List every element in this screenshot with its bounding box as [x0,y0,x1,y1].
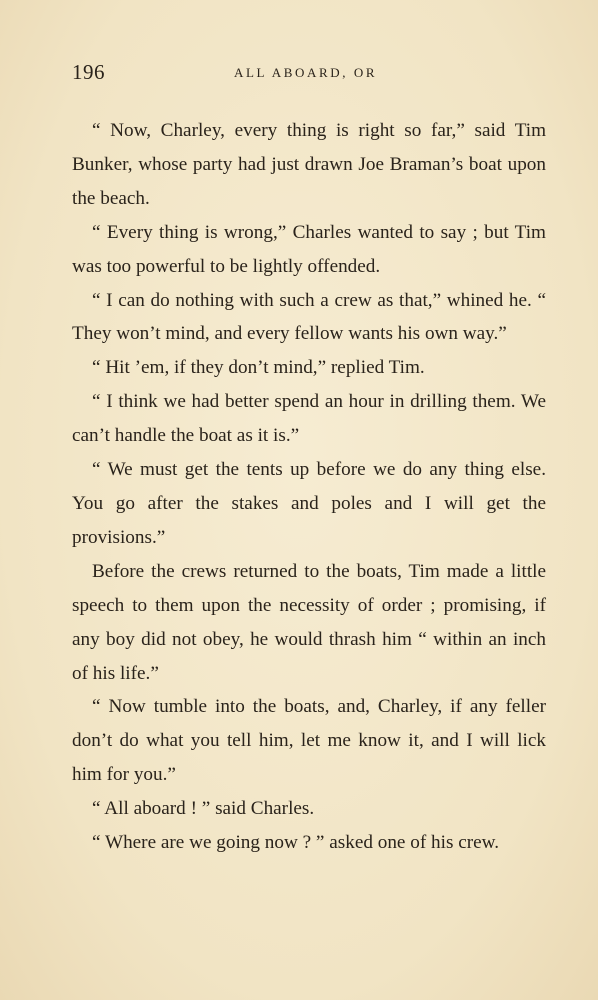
paragraph: “ All aboard ! ” said Charles. [92,798,315,820]
paragraph: “ We must get the tents up before we do any thing else. You go after the stakes and poles and I will get the provisions.” [72,459,546,548]
paragraph: “ I can do nothing with such a crew as that,” whined he. “ They won’t mind, and every fellow wants his own way.” [72,289,546,345]
paragraph: “ Hit ’em, if they don’t mind,” replied Tim. [92,357,425,379]
paragraph: “ Now, Charley, every thing is right so far,” said Tim Bunker, whose party had just drawn Joe Braman’s boat upon the beach. [72,120,546,209]
paragraph: “ I think we had better spend an hour in drilling them. We can’t handle the boat as it is.” [72,391,546,447]
body-text [72,114,546,860]
running-head: ALL ABOARD, OR [234,65,378,80]
page-header [72,60,546,90]
page-number: 196 [72,60,105,84]
paragraph: “ Every thing is wrong,” Charles wanted to say ; but Tim was too powerful to be lightly offended. [72,221,546,277]
paragraph: Before the crews returned to the boats, Tim made a little speech to them upon the necessity of order ; promising, if any boy did not obey, he would thrash him “ within an inch of his life.” [72,560,546,684]
paragraph: “ Now tumble into the boats, and, Charley, if any feller don’t do what you tell him, let me know it, and I will lick him for you.” [72,696,546,786]
paragraph: “ Where are we going now ? ” asked one of his crew. [92,832,500,854]
